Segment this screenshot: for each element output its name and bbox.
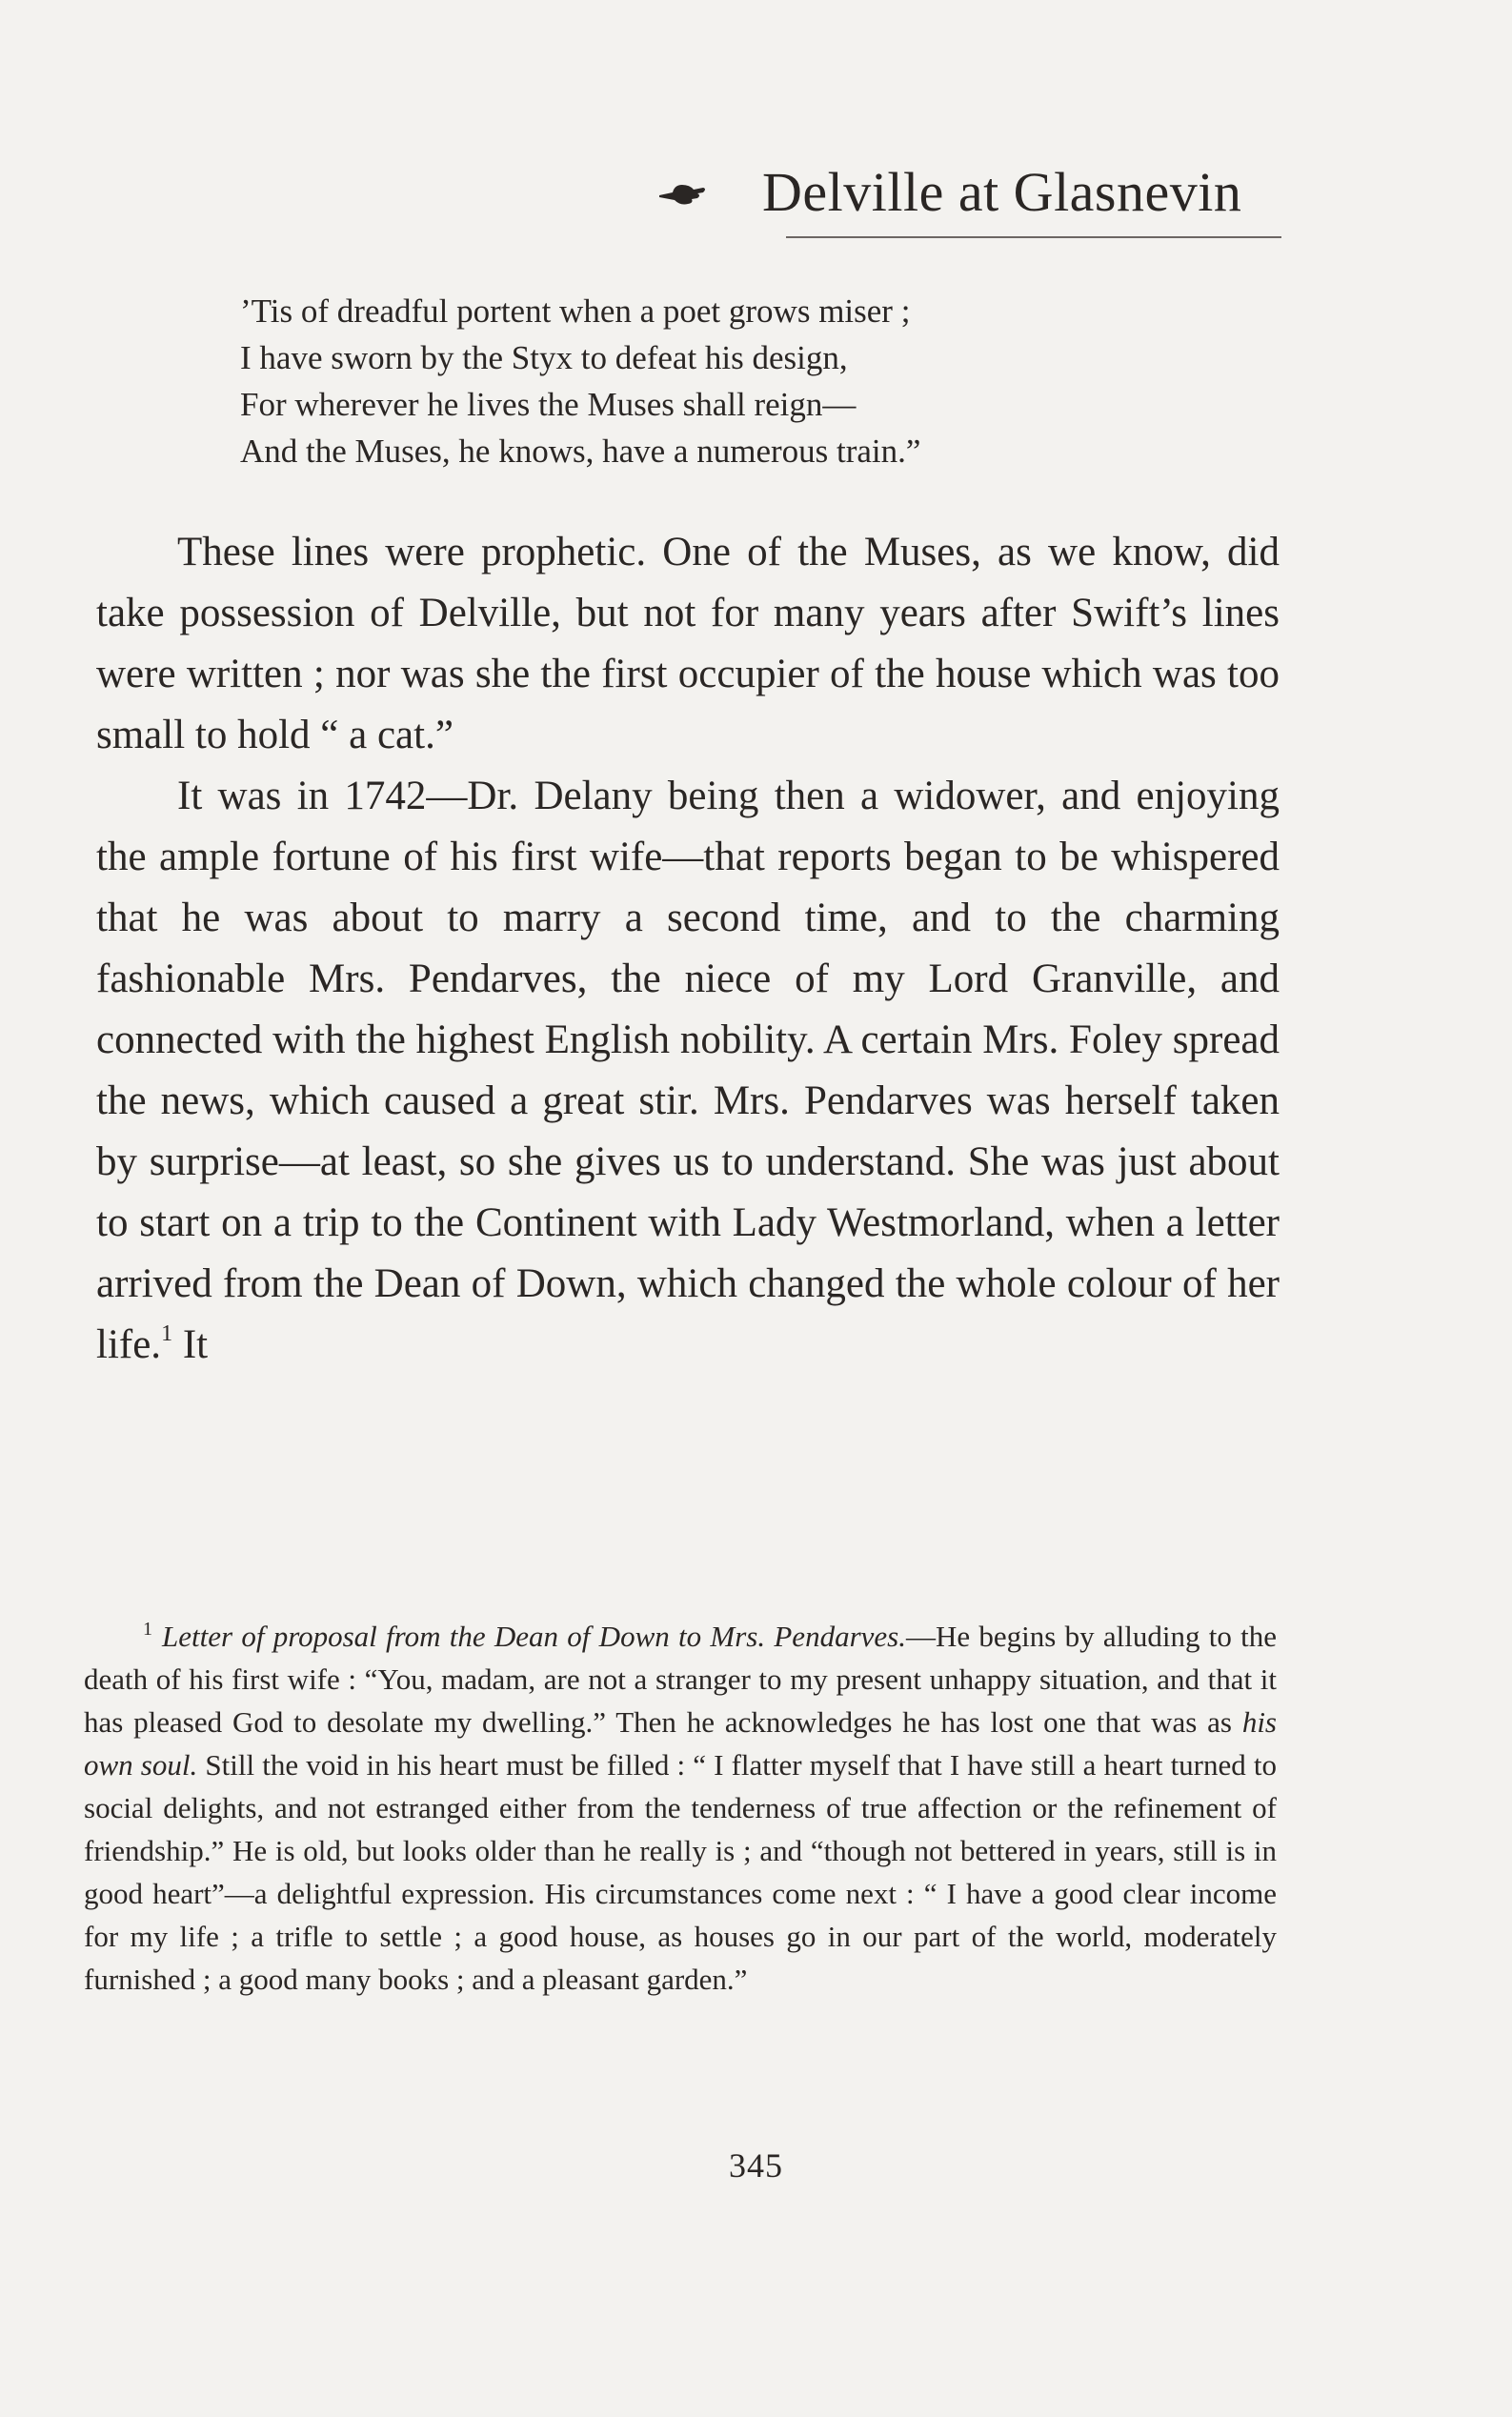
footnote-number: 1 <box>143 1619 152 1640</box>
header-rule <box>786 236 1281 238</box>
page-number: 345 <box>729 2146 783 2185</box>
footnote-italic-phrase: his own soul. <box>84 1705 1277 1782</box>
paragraph-text-end: It <box>172 1322 209 1367</box>
page-header <box>657 152 1281 238</box>
poem-line: ’Tis of dreadful portent when a poet grows miser ; <box>240 292 911 330</box>
paragraph <box>96 766 1280 1376</box>
paragraph: These lines were prophetic. One of the Muses, as we know, did take possession of Delville, but not for many years after Swift’s lines were written ; nor was she the first occupier of the house which was too small to hold “ a cat.” <box>96 530 1280 757</box>
footnotes <box>84 1615 1277 2001</box>
footnote-text: —He begins by alluding to the death of his first wife : “You, madam, are not a stranger to my present unhappy situation, and that it has pleased God to desolate my dwelling.” Then he acknowledges he has lost one that was as <box>84 1620 1277 1739</box>
hand-pointer-ornament-icon <box>657 179 707 208</box>
poem-line: I have sworn by the Styx to defeat his design, <box>240 339 848 376</box>
footnote-marker[interactable]: 1 <box>161 1321 173 1346</box>
footnote <box>84 1615 1277 2001</box>
footnote-title: Letter of proposal from the Dean of Down to Mrs. Pendarves. <box>162 1620 906 1653</box>
footnote-text: Still the void in his heart must be filled : “ I flatter myself that I have still a heart turned to social delights, and not estranged either from the tenderness of true affection or the refinement of friendship.” He is old, but looks older than he really is ; and “though not bettered in years, still is in good heart”—a delightful expression. His circumstances come next : “ I have a good clear income for my life ; a trifle to settle ; a good house, as houses go in our part of the world, moderately furnished ; a good many books ; and a pleasant garden.” <box>84 1748 1278 1996</box>
paragraph-text: It was in 1742—Dr. Delany being then a widower, and enjoying the ample fortune of his first wife—that reports began to be whispered that he was about to marry a second time, and to the charming fashionable Mrs. Pendarves, the niece of my Lord Granville, and connected with the highest English nobility. A certain Mrs. Foley spread the news, which caused a great stir. Mrs. Pendarves was herself taken by surprise—at least, so she gives us to understand. She was just about to start on a trip to the Continent with Lady Westmorland, when a letter arrived from the Dean of Down, which changed the whole colour of her life. <box>96 774 1280 1367</box>
poem-quote <box>240 288 1174 474</box>
poem-line: And the Muses, he knows, have a numerous train.” <box>240 433 921 470</box>
running-title: Delville at Glasnevin <box>762 161 1242 223</box>
poem-line: For wherever he lives the Muses shall reign— <box>240 386 857 423</box>
body-text <box>96 522 1280 1376</box>
